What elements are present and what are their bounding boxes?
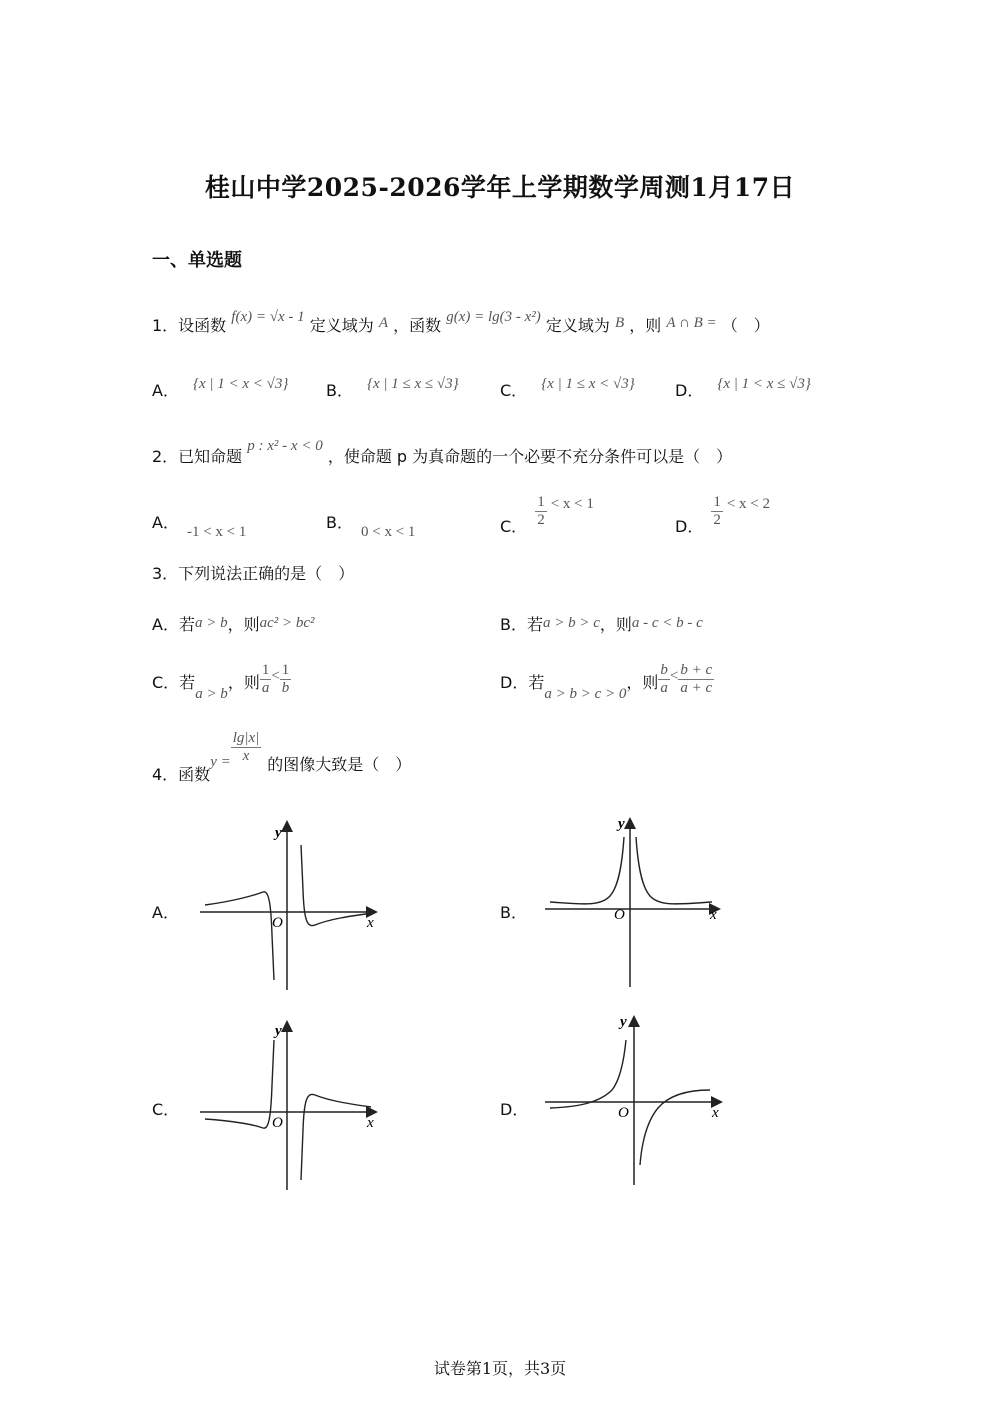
- q4-option-d-label[interactable]: D．: [500, 1100, 529, 1119]
- q2-option-c[interactable]: C． $\frac{1}{2}$ < x < 1: [500, 494, 594, 536]
- graph-d-y-label: y: [620, 1014, 627, 1030]
- q4-text: 的图像大致是（ ）: [267, 755, 412, 774]
- q2-text: ，使命题 p 为真命题的一个必要不充分条件可以是（ ）: [327, 447, 733, 466]
- q4-graph-b[interactable]: [540, 812, 730, 992]
- q1-text: ，则: [629, 316, 662, 335]
- q1-paren: （ ）: [721, 316, 770, 335]
- q2-stem: 2．已知命题: [152, 447, 243, 466]
- graph-b-y-label: y: [618, 816, 625, 832]
- q1-stem: 1．设函数: [152, 316, 227, 335]
- q1-text: ，函数: [393, 316, 442, 335]
- graph-d-x-label: x: [712, 1105, 719, 1121]
- q2-option-a-expr: -1 < x < 1: [186, 524, 247, 540]
- question-1: [152, 309, 770, 336]
- question-2: [152, 438, 733, 467]
- q4-option-a-label[interactable]: A．: [152, 903, 179, 922]
- q2-option-b[interactable]: B． 0 < x < 1: [326, 513, 416, 540]
- question-3: 3．下列说法正确的是（ ）: [152, 564, 355, 583]
- graph-c-y-label: y: [275, 1023, 282, 1039]
- q2-p-expr: p : x² - x < 0: [247, 438, 323, 454]
- q2-option-b-expr: 0 < x < 1: [360, 524, 416, 540]
- q2-option-a[interactable]: A． -1 < x < 1: [152, 513, 247, 540]
- page-title: 桂山中学2025-2026学年上学期数学周测1月17日: [204, 173, 796, 202]
- q4-option-c-label[interactable]: C．: [152, 1100, 180, 1119]
- q3-option-b[interactable]: B．若a > b > c，则a - c < b - c: [500, 615, 703, 634]
- q4-option-b-label[interactable]: B．: [500, 903, 527, 922]
- q4-stem: 4．函数: [152, 765, 211, 784]
- q1-option-b-expr: {x | 1 ≤ x ≤ √3}: [366, 376, 459, 392]
- q1-set-b: B: [614, 315, 625, 331]
- graph-a-y-label: y: [275, 825, 282, 841]
- graph-a-origin-label: O: [272, 915, 283, 931]
- q1-option-a-expr: {x | 1 < x < √3}: [192, 376, 289, 392]
- question-4: 4．函数y = $\frac{\lg|x|}{x}$ 的图像大致是（ ）: [152, 730, 412, 784]
- page-footer: 试卷第1页，共3页: [433, 1359, 567, 1378]
- q4-graph-a[interactable]: [195, 815, 385, 995]
- q1-option-d[interactable]: D． {x | 1 < x ≤ √3}: [675, 376, 811, 400]
- graph-d-origin-label: O: [618, 1105, 629, 1121]
- q1-f-expr: f(x) = √x - 1: [231, 309, 305, 325]
- graph-c-origin-label: O: [272, 1115, 283, 1131]
- q1-set-a: A: [378, 315, 388, 331]
- graph-b-x-label: x: [710, 907, 717, 923]
- q1-intersection: A ∩ B =: [666, 315, 717, 331]
- graph-c-x-label: x: [367, 1115, 374, 1131]
- q3-option-d[interactable]: D．若a > b > c > 0，则 $\frac{b}{a}$ < $\frac{b + c}{a + c}$: [500, 662, 713, 702]
- section-heading: 一、单选题: [152, 250, 242, 271]
- q4-graph-d[interactable]: [540, 1010, 730, 1190]
- q1-option-c[interactable]: C． {x | 1 ≤ x < √3}: [500, 376, 635, 400]
- q3-option-a[interactable]: A．若a > b，则ac² > bc²: [152, 615, 315, 634]
- graph-b-origin-label: O: [614, 907, 625, 923]
- q1-option-b[interactable]: B． {x | 1 ≤ x ≤ √3}: [326, 376, 459, 400]
- q1-option-a[interactable]: A． {x | 1 < x < √3}: [152, 376, 289, 400]
- q1-option-d-expr: {x | 1 < x ≤ √3}: [717, 376, 811, 392]
- q3-option-c[interactable]: C．若a > b，则 $\frac{1}{a}$ < $\frac{1}{b}$: [152, 662, 290, 702]
- q1-option-c-expr: {x | 1 ≤ x < √3}: [541, 376, 635, 392]
- q2-option-d[interactable]: D． $\frac{1}{2}$ < x < 2: [675, 494, 770, 536]
- q1-text: 定义域为: [309, 316, 374, 335]
- q4-graph-c[interactable]: [195, 1015, 385, 1195]
- q1-text: 定义域为: [545, 316, 610, 335]
- q1-g-expr: g(x) = lg(3 - x²): [446, 309, 541, 325]
- graph-a-x-label: x: [367, 915, 374, 931]
